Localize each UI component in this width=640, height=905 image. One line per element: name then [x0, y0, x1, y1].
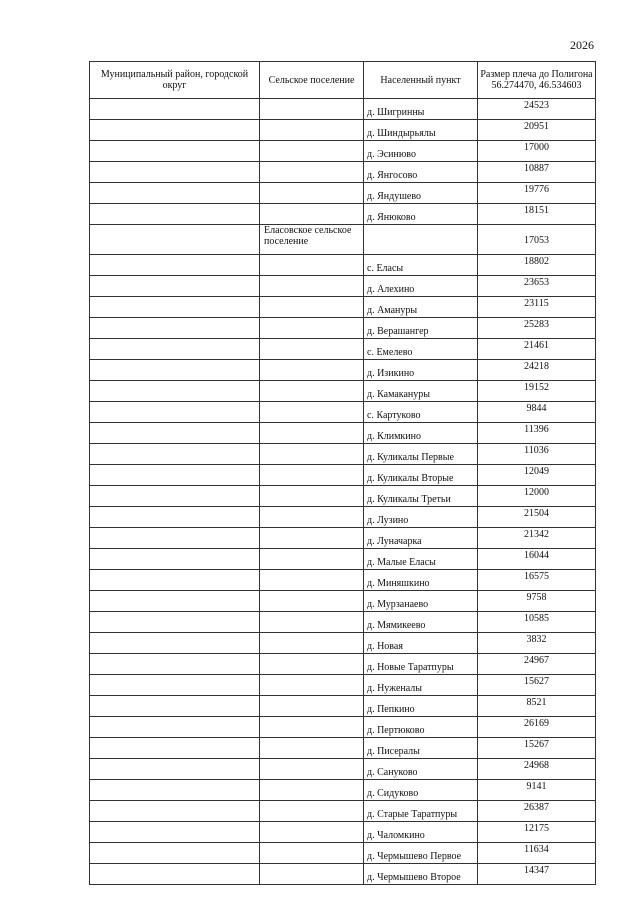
- cell-district: [90, 255, 260, 276]
- table-row: [90, 225, 596, 255]
- cell-settlement: [260, 843, 364, 864]
- cell-locality: д. Климкино: [364, 423, 478, 444]
- cell-district: [90, 801, 260, 822]
- table-row: [90, 612, 596, 633]
- cell-settlement: [260, 654, 364, 675]
- cell-settlement: [260, 465, 364, 486]
- cell-district: [90, 162, 260, 183]
- cell-settlement: [260, 423, 364, 444]
- table-row: [90, 843, 596, 864]
- cell-distance: 21461: [478, 339, 596, 360]
- header-district: Муниципальный район, городской округ: [90, 62, 260, 99]
- cell-settlement: [260, 255, 364, 276]
- cell-district: [90, 99, 260, 120]
- cell-distance: 21342: [478, 528, 596, 549]
- cell-distance: 16044: [478, 549, 596, 570]
- cell-distance: 11036: [478, 444, 596, 465]
- cell-distance: 21504: [478, 507, 596, 528]
- table-row: [90, 738, 596, 759]
- cell-distance: 23115: [478, 297, 596, 318]
- cell-district: [90, 675, 260, 696]
- cell-locality: д. Новая: [364, 633, 478, 654]
- cell-locality: с. Еласы: [364, 255, 478, 276]
- cell-distance: 8521: [478, 696, 596, 717]
- cell-district: [90, 612, 260, 633]
- settlements-distance-table: [89, 61, 596, 885]
- table-row: [90, 591, 596, 612]
- cell-distance: 12000: [478, 486, 596, 507]
- cell-locality: д. Луначарка: [364, 528, 478, 549]
- cell-district: [90, 402, 260, 423]
- cell-locality: д. Куликалы Третьи: [364, 486, 478, 507]
- cell-distance: 20951: [478, 120, 596, 141]
- cell-locality: д. Куликалы Вторые: [364, 465, 478, 486]
- table-row: [90, 162, 596, 183]
- cell-district: [90, 507, 260, 528]
- cell-district: [90, 528, 260, 549]
- cell-locality: д. Пертюково: [364, 717, 478, 738]
- cell-distance: 19776: [478, 183, 596, 204]
- cell-distance: 24218: [478, 360, 596, 381]
- cell-district: [90, 780, 260, 801]
- cell-settlement: [260, 183, 364, 204]
- cell-district: [90, 843, 260, 864]
- cell-settlement: [260, 675, 364, 696]
- cell-locality: д. Старые Таратпуры: [364, 801, 478, 822]
- table-row: [90, 297, 596, 318]
- table-row: [90, 717, 596, 738]
- cell-locality: д. Янгосово: [364, 162, 478, 183]
- table-row: [90, 696, 596, 717]
- cell-locality: д. Нуженалы: [364, 675, 478, 696]
- cell-district: [90, 549, 260, 570]
- table-row: [90, 528, 596, 549]
- header-locality: Населенный пункт: [364, 62, 478, 99]
- cell-locality: д. Мурзанаево: [364, 591, 478, 612]
- table-row: [90, 780, 596, 801]
- cell-settlement: [260, 528, 364, 549]
- cell-locality: д. Верашангер: [364, 318, 478, 339]
- cell-locality: д. Шиндырьялы: [364, 120, 478, 141]
- cell-distance: 15627: [478, 675, 596, 696]
- cell-distance: 24523: [478, 99, 596, 120]
- cell-distance: 23653: [478, 276, 596, 297]
- cell-district: [90, 339, 260, 360]
- cell-locality: д. Куликалы Первые: [364, 444, 478, 465]
- cell-settlement: [260, 507, 364, 528]
- cell-locality: [364, 225, 478, 255]
- cell-locality: с. Картуково: [364, 402, 478, 423]
- table-body: [90, 99, 596, 885]
- cell-district: [90, 570, 260, 591]
- cell-district: [90, 591, 260, 612]
- cell-distance: 10585: [478, 612, 596, 633]
- cell-locality: д. Миняшкино: [364, 570, 478, 591]
- cell-district: [90, 381, 260, 402]
- cell-settlement: [260, 822, 364, 843]
- cell-district: [90, 141, 260, 162]
- cell-settlement: [260, 204, 364, 225]
- table-row: [90, 360, 596, 381]
- cell-locality: д. Пепкино: [364, 696, 478, 717]
- table-row: [90, 339, 596, 360]
- cell-distance: 9758: [478, 591, 596, 612]
- cell-distance: 15267: [478, 738, 596, 759]
- cell-district: [90, 717, 260, 738]
- cell-distance: 11634: [478, 843, 596, 864]
- cell-settlement: [260, 612, 364, 633]
- cell-settlement: [260, 162, 364, 183]
- cell-distance: 11396: [478, 423, 596, 444]
- cell-settlement: [260, 297, 364, 318]
- cell-settlement: [260, 696, 364, 717]
- cell-locality: д. Изикино: [364, 360, 478, 381]
- cell-settlement: [260, 318, 364, 339]
- cell-district: [90, 423, 260, 444]
- cell-distance: 24968: [478, 759, 596, 780]
- cell-district: [90, 318, 260, 339]
- table-row: [90, 864, 596, 885]
- cell-district: [90, 276, 260, 297]
- header-distance: Размер плеча до Полигона 56.274470, 46.534603: [478, 62, 596, 99]
- page-number: 2026: [570, 38, 594, 52]
- cell-distance: 14347: [478, 864, 596, 885]
- table-row: [90, 183, 596, 204]
- cell-locality: д. Лузино: [364, 507, 478, 528]
- cell-settlement: [260, 801, 364, 822]
- table-row: [90, 570, 596, 591]
- cell-distance: 26387: [478, 801, 596, 822]
- cell-settlement: [260, 360, 364, 381]
- cell-settlement: [260, 780, 364, 801]
- cell-locality: с. Емелево: [364, 339, 478, 360]
- cell-district: [90, 204, 260, 225]
- cell-settlement: [260, 591, 364, 612]
- cell-district: [90, 759, 260, 780]
- cell-locality: д. Чермышево Первое: [364, 843, 478, 864]
- table-row: [90, 759, 596, 780]
- cell-settlement: [260, 864, 364, 885]
- cell-district: [90, 183, 260, 204]
- cell-settlement: [260, 276, 364, 297]
- cell-locality: д. Мямикеево: [364, 612, 478, 633]
- cell-settlement: [260, 486, 364, 507]
- cell-district: [90, 297, 260, 318]
- cell-distance: 24967: [478, 654, 596, 675]
- cell-distance: 10887: [478, 162, 596, 183]
- table-row: [90, 255, 596, 276]
- cell-distance: 19152: [478, 381, 596, 402]
- cell-settlement: [260, 759, 364, 780]
- cell-settlement: [260, 120, 364, 141]
- cell-distance: 3832: [478, 633, 596, 654]
- cell-locality: д. Шигринны: [364, 99, 478, 120]
- cell-settlement: [260, 99, 364, 120]
- cell-district: [90, 486, 260, 507]
- cell-locality: д. Аманyры: [364, 297, 478, 318]
- table-row: [90, 465, 596, 486]
- cell-distance: 9844: [478, 402, 596, 423]
- cell-district: [90, 864, 260, 885]
- cell-locality: д. Сидуково: [364, 780, 478, 801]
- cell-locality: д. Малые Еласы: [364, 549, 478, 570]
- cell-district: [90, 738, 260, 759]
- cell-distance: 18151: [478, 204, 596, 225]
- cell-district: [90, 465, 260, 486]
- table-row: [90, 423, 596, 444]
- table-header-row: [90, 62, 596, 99]
- cell-district: [90, 696, 260, 717]
- cell-distance: 9141: [478, 780, 596, 801]
- table-row: [90, 204, 596, 225]
- table-row: [90, 507, 596, 528]
- cell-locality: д. Новые Таратпуры: [364, 654, 478, 675]
- cell-locality: д. Чаломкино: [364, 822, 478, 843]
- table-row: [90, 402, 596, 423]
- cell-settlement: [260, 402, 364, 423]
- table-row: [90, 444, 596, 465]
- table-row: [90, 633, 596, 654]
- cell-locality: д. Эсинюво: [364, 141, 478, 162]
- table-row: [90, 381, 596, 402]
- cell-settlement: [260, 549, 364, 570]
- cell-settlement: [260, 444, 364, 465]
- table-row: [90, 99, 596, 120]
- cell-distance: 12175: [478, 822, 596, 843]
- cell-distance: 12049: [478, 465, 596, 486]
- cell-settlement: [260, 141, 364, 162]
- table-row: [90, 822, 596, 843]
- cell-locality: д. Янюково: [364, 204, 478, 225]
- cell-distance: 17000: [478, 141, 596, 162]
- table-row: [90, 276, 596, 297]
- cell-settlement: [260, 717, 364, 738]
- table-row: [90, 486, 596, 507]
- cell-settlement: [260, 570, 364, 591]
- cell-district: [90, 360, 260, 381]
- cell-district: [90, 120, 260, 141]
- cell-distance: 16575: [478, 570, 596, 591]
- cell-settlement: [260, 633, 364, 654]
- table-row: [90, 318, 596, 339]
- cell-locality: д. Алехино: [364, 276, 478, 297]
- cell-locality: д. Сануково: [364, 759, 478, 780]
- cell-distance: 25283: [478, 318, 596, 339]
- cell-distance: 26169: [478, 717, 596, 738]
- table-row: [90, 654, 596, 675]
- cell-district: [90, 654, 260, 675]
- cell-locality: д. Писералы: [364, 738, 478, 759]
- cell-settlement: Еласовское сельское поселение: [260, 225, 364, 255]
- cell-district: [90, 444, 260, 465]
- cell-settlement: [260, 738, 364, 759]
- cell-settlement: [260, 339, 364, 360]
- cell-distance: 18802: [478, 255, 596, 276]
- cell-distance: 17053: [478, 225, 596, 255]
- cell-district: [90, 633, 260, 654]
- table-row: [90, 549, 596, 570]
- cell-locality: д. Камаканyры: [364, 381, 478, 402]
- table-row: [90, 141, 596, 162]
- table-row: [90, 801, 596, 822]
- table-row: [90, 120, 596, 141]
- cell-district: [90, 225, 260, 255]
- cell-settlement: [260, 381, 364, 402]
- header-settlement: Сельское поселение: [260, 62, 364, 99]
- cell-district: [90, 822, 260, 843]
- table-row: [90, 675, 596, 696]
- cell-locality: д. Яндушево: [364, 183, 478, 204]
- cell-locality: д. Чермышево Второе: [364, 864, 478, 885]
